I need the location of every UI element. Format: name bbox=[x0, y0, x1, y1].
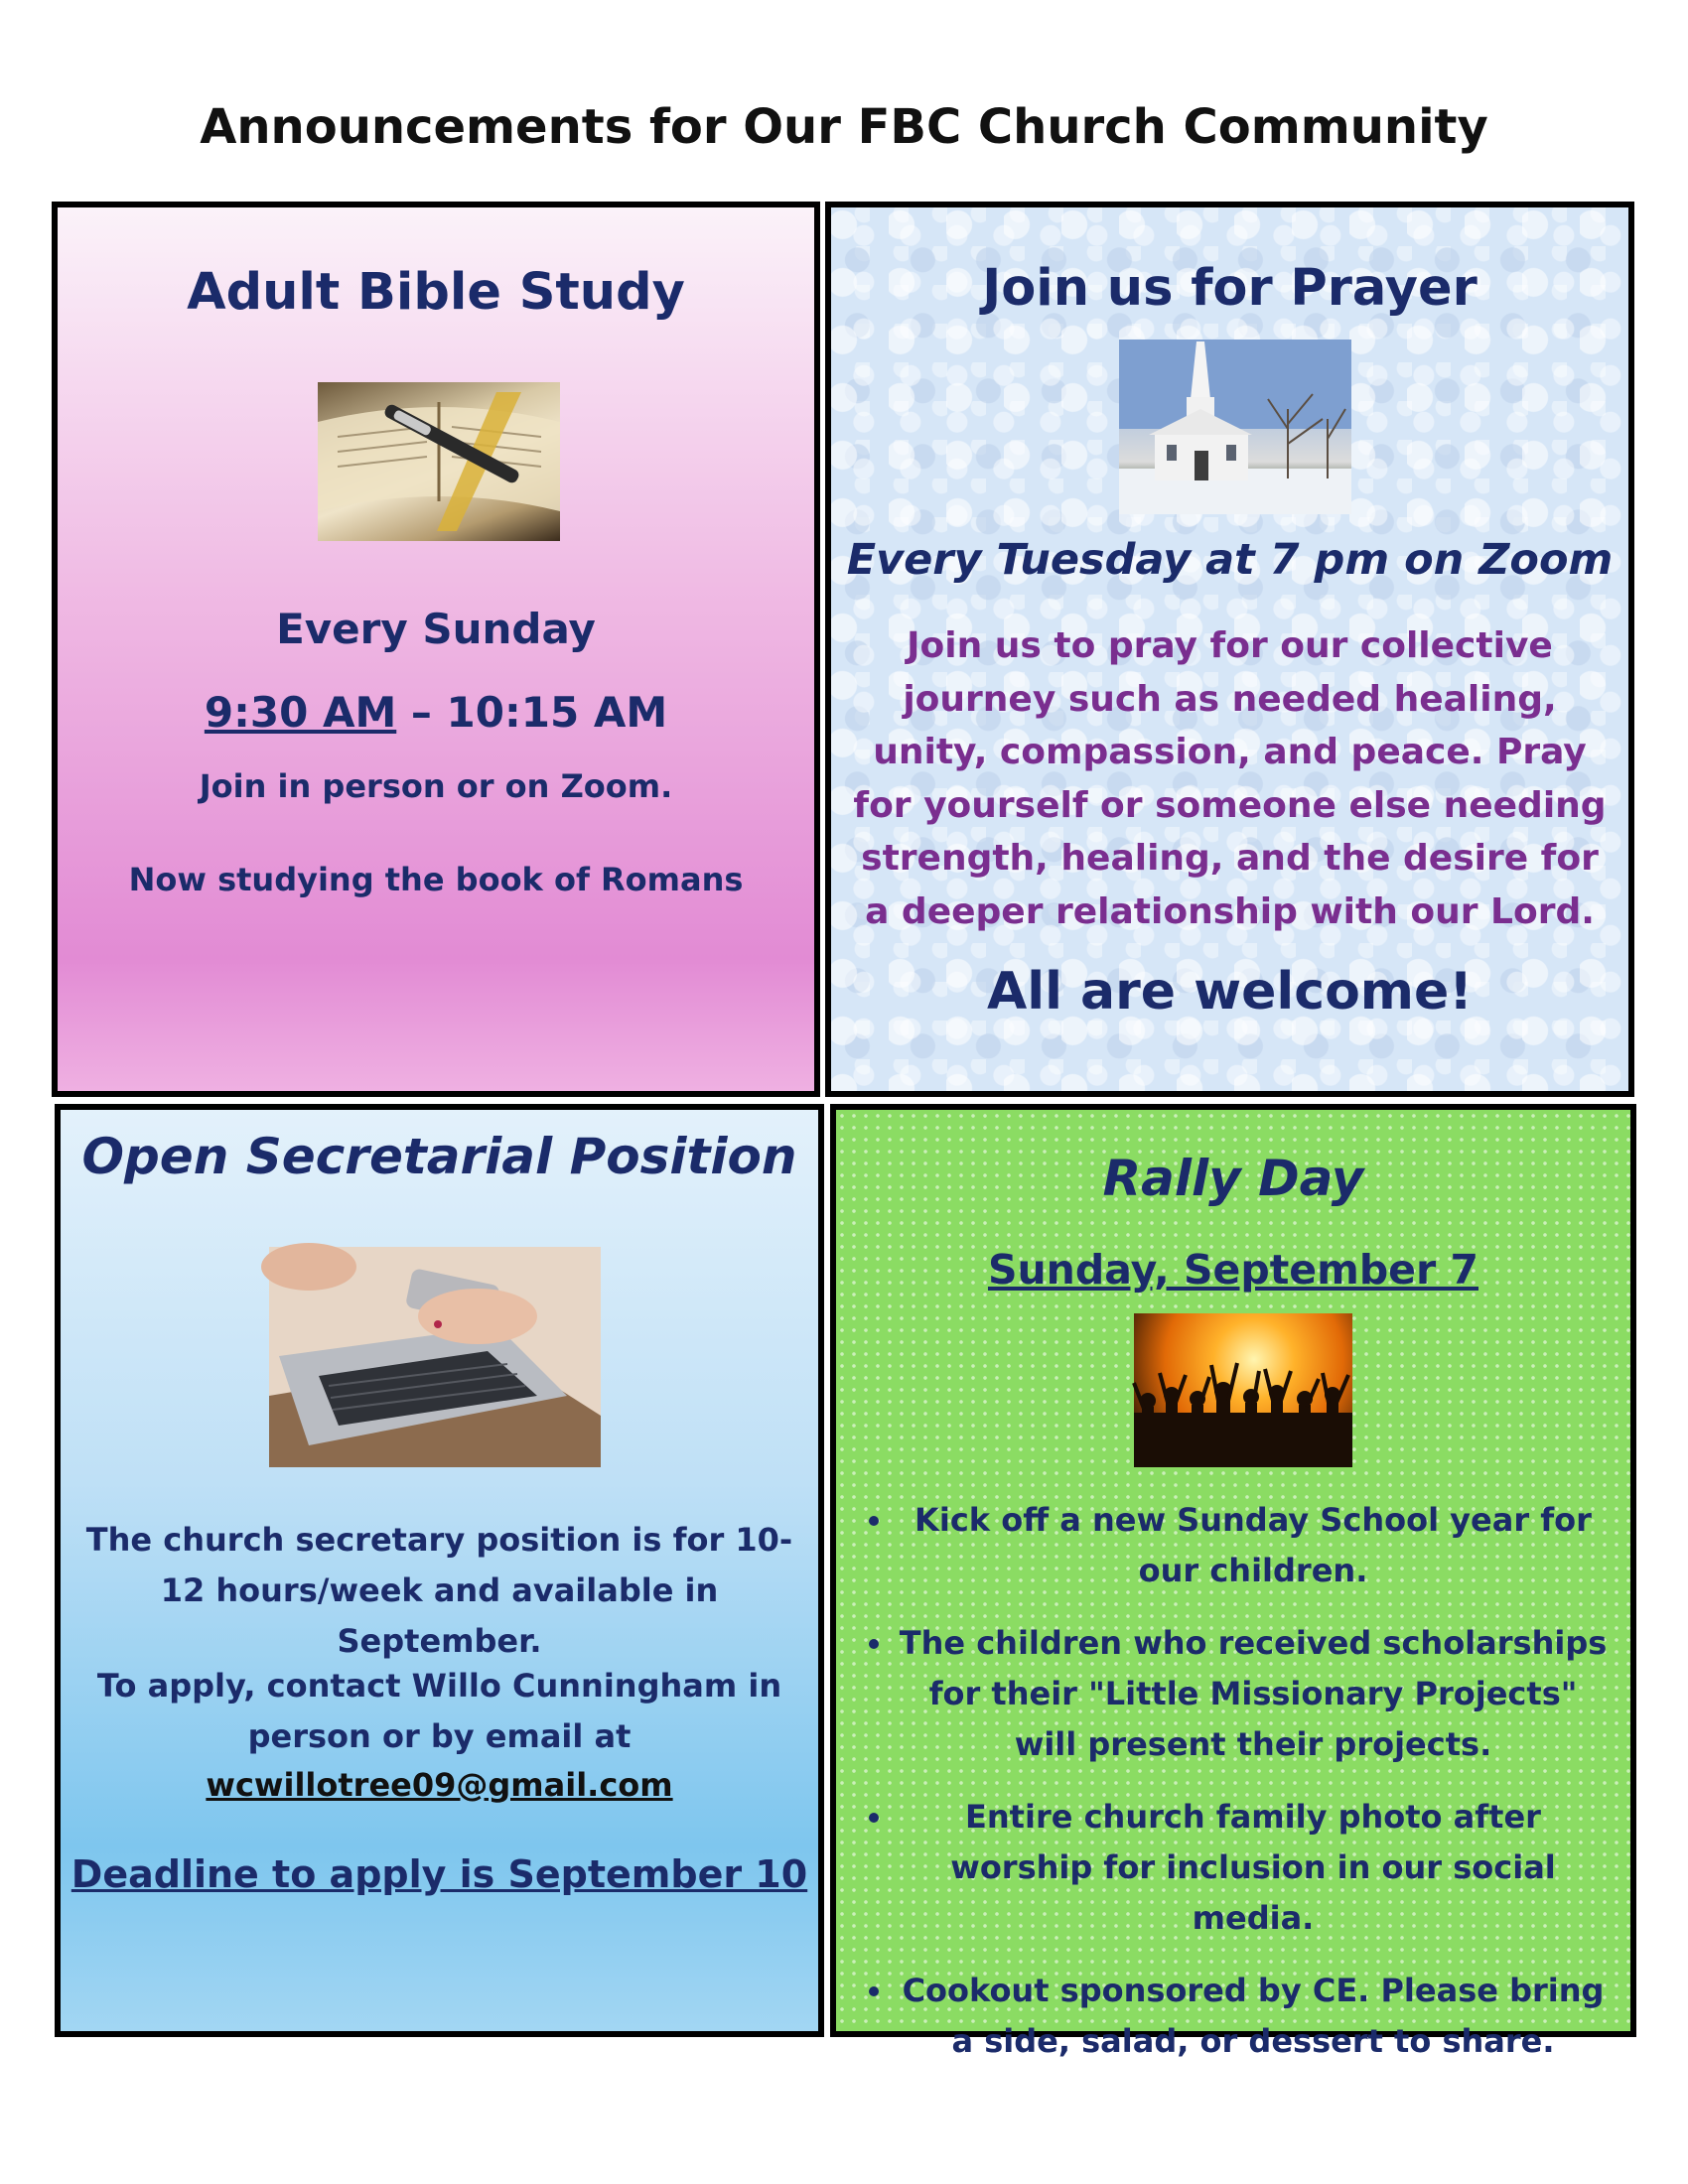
crowd-sunset-image bbox=[1134, 1313, 1352, 1467]
secretary-position: The church secretary position is for 10-12 hours/week and available in September. bbox=[85, 1521, 793, 1660]
time-start: 9:30 AM bbox=[204, 688, 397, 737]
secretary-apply: To apply, contact Willo Cunningham in person or by email at bbox=[96, 1667, 782, 1755]
bible-study-time bbox=[58, 688, 814, 737]
rally-heading: Rally Day bbox=[1102, 1150, 1364, 1207]
prayer-panel bbox=[825, 202, 1634, 1097]
prayer-description: Join us to pray for our collective journey such as needed healing, unity, compassion, and peace. Pray for yourself or someone else needing strength, healing, and the desire for a deeper relationship with our Lord. bbox=[853, 625, 1607, 932]
bible-image bbox=[318, 382, 560, 541]
rally-day-panel bbox=[830, 1104, 1636, 2060]
rally-bullet-item: • Cookout sponsored by CE. Please bring a side, salad, or dessert to share. bbox=[896, 1966, 1611, 2067]
bible-study-join: Join in person or on Zoom. bbox=[199, 767, 673, 805]
prayer-welcome: All are welcome! bbox=[987, 962, 1473, 1022]
secretary-deadline: Deadline to apply is September 10 bbox=[70, 1852, 808, 1896]
rally-bullet-item: • Kick off a new Sunday School year for our children. bbox=[896, 1495, 1611, 1596]
rally-bullet-list bbox=[866, 1495, 1611, 2067]
time-separator: – bbox=[396, 688, 447, 737]
church-image bbox=[1119, 340, 1351, 514]
bible-study-day: Every Sunday bbox=[276, 605, 596, 653]
secretary-heading: Open Secretarial Position bbox=[81, 1128, 797, 1185]
rally-date: Sunday, September 7 bbox=[987, 1246, 1479, 1294]
prayer-heading: Join us for Prayer bbox=[982, 259, 1477, 318]
secretary-panel bbox=[55, 1104, 824, 2037]
rally-bullet-item: • The children who received scholarships for their "Little Missionary Projects" will present their projects. bbox=[896, 1618, 1611, 1770]
prayer-schedule: Every Tuesday at 7 pm on Zoom bbox=[846, 535, 1614, 585]
secretary-email-link[interactable]: wcwillotree09@gmail.com bbox=[206, 1766, 673, 1804]
laptop-phone-image bbox=[269, 1247, 601, 1467]
bible-study-book: Now studying the book of Romans bbox=[128, 861, 744, 898]
bible-study-heading: Adult Bible Study bbox=[187, 263, 685, 322]
time-end: 10:15 AM bbox=[446, 688, 668, 737]
bible-study-panel bbox=[52, 202, 820, 1097]
rally-bullet-item: • Entire church family photo after worship for inclusion in our social media. bbox=[896, 1792, 1611, 1944]
page-title: Announcements for Our FBC Church Community bbox=[200, 99, 1488, 155]
